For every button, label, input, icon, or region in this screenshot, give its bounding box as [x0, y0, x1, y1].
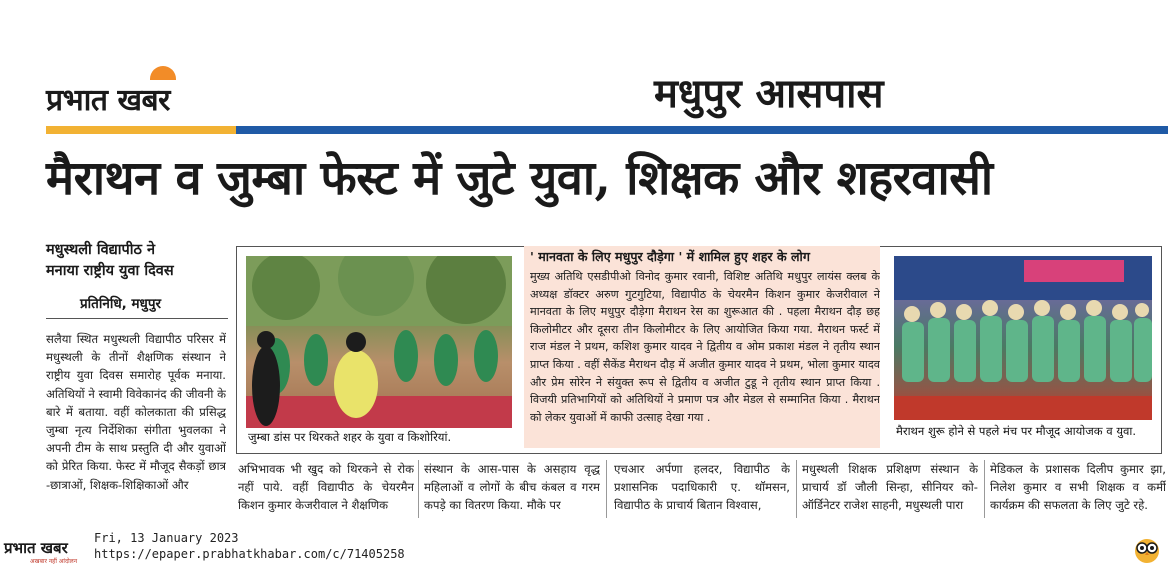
side-story-title-line2: मनाया राष्ट्रीय युवा दिवस [46, 263, 174, 279]
bottom-column-4: मधुस्थली शिक्षक प्रशिक्षण संस्थान के प्राचार्य डॉ जौली सिन्हा, सीनियर को-ऑर्डिनेटर राजेश साहनी, मधुस्थली पारा [802, 462, 978, 513]
center-story-body: मुख्य अतिथि एसडीपीओ विनोद कुमार रवानी, विशिष्ट अतिथि मधुपुर लायंस क्लब के अध्यक्ष डॉक्टर अरुण गुटगुटिया, विद्यापीठ के चेयरमैन किशन कुमार केजरीवाल ने मानवता के लिए मधुपुर दौड़ेगा मैराथन रेस का शुरूआत की . पहला मैराथन दौड़ छह किलोमीटर और दूसरा तीन किलोमीटर के लिए आयोजित किया गया. मैराथन फर्स्ट में राज मंडल ने प्रथम, कशिश कुमार यादव ने द्वितीय व ओम प्रकाश मंडल ने तृतीय स्थान प्राप्त किया . वहीं सैकेंड मैराथन दौड़ में अजीत कुमार यादव ने प्रथम, भोला कुमार यादव और प्रेम सोरेन ने संयुक्त रूप से द्वितीय व अजीत टुडू ने तृतीय स्थान प्राप्त किया . विजयी प्रतिभागियों को अतिथियों ने प्रमाण पत्र और मेडल से सम्मानित किया . मैराथन को लेकर युवाओं में काफी उत्साह देखा गया . [530, 270, 880, 424]
column-divider [984, 460, 985, 518]
side-story-byline: प्रतिनिधि, मधुपुर [80, 296, 162, 312]
epaper-footer [0, 526, 1168, 568]
bottom-column-1: अभिभावक भी खुद को थिरकने से रोक नहीं पाये. वहीं विद्यापीठ के चेयरमैन किशन कुमार केजरीवाल ने शैक्षणिक [238, 462, 414, 513]
newspaper-logo[interactable]: प्रभात खबर [46, 83, 170, 118]
center-story-title: ' मानवता के लिए मधुपुर दौड़ेगा ' में शामिल हुए शहर के लोग [530, 249, 810, 264]
footer-logo[interactable]: प्रभात खबर [4, 539, 68, 557]
stage-crowd-illustration [894, 256, 1152, 420]
bottom-column-2: संस्थान के आस-पास के असहाय वृद्ध महिलाओं व लोगों के बीच कंबल व गरम कपड़े का वितरण किया. मौके पर [424, 462, 600, 513]
side-story-title [46, 240, 226, 282]
masthead-rule-yellow [46, 126, 236, 134]
side-story-body: सलैया स्थित मधुस्थली विद्यापीठ परिसर में मधुस्थली के तीनों शैक्षणिक संस्थान ने राष्ट्रीय युवा दिवस समारोह पूर्वक मनाया. अतिथियों ने स्वामी विवेकानंद की जीवनी के बारे में बताया. वहीं कोलकाता की प्रसिद्ध जुम्बा नृत्य निर्देशिका संगीता भुवलका ने अपनी टीम के साथ प्रस्तुति दी और युवाओं को प्रेरित किया. फेस्ट में मौजूद सैकड़ों छात्र -छात्राओं, शिक्षक-शिक्षिकाओं और [46, 332, 226, 492]
footer-url[interactable]: https://epaper.prabhatkhabar.com/c/71405258 [94, 547, 405, 561]
bottom-column-3: एचआर अर्पणा हलदर, विद्यापीठ के प्रशासनिक पदाधिकारी ए. थॉमसन, विद्यापीठ के प्राचार्य बितान विश्वास, [614, 462, 790, 513]
column-divider [606, 460, 607, 518]
zumba-crowd-illustration [246, 256, 512, 428]
footer-date: Fri, 13 January 2023 [94, 531, 239, 545]
masthead-rule-blue [236, 126, 1168, 134]
column-divider [418, 460, 419, 518]
bottom-column-5: मेडिकल के प्रशासक दिलीप कुमार झा, निलेश कुमार व सभी शिक्षक व कर्मी कार्यक्रम की सफलता के लिए जुटे रहे. [990, 462, 1166, 513]
column-divider [796, 460, 797, 518]
footer-tagline: अखबार नहीं आंदोलन [30, 558, 78, 565]
zumba-dance-photo [246, 256, 512, 428]
zumba-photo-caption: जुम्बा डांस पर थिरकते शहर के युवा व किशोरियां. [248, 430, 452, 444]
byline-divider [46, 318, 228, 319]
main-headline: मैराथन व जुम्बा फेस्ट में जुटे युवा, शिक्षक और शहरवासी [46, 151, 993, 206]
side-story-title-line1: मधुस्थली विद्यापीठ ने [46, 242, 156, 258]
stage-photo-caption: मैराथन शुरू होने से पहले मंच पर मौजूद आयोजक व युवा. [896, 424, 1137, 438]
masthead [40, 60, 1168, 126]
owl-icon [1132, 534, 1162, 564]
section-title: मधुपुर आसपास [654, 71, 884, 117]
stage-group-photo [894, 256, 1152, 420]
